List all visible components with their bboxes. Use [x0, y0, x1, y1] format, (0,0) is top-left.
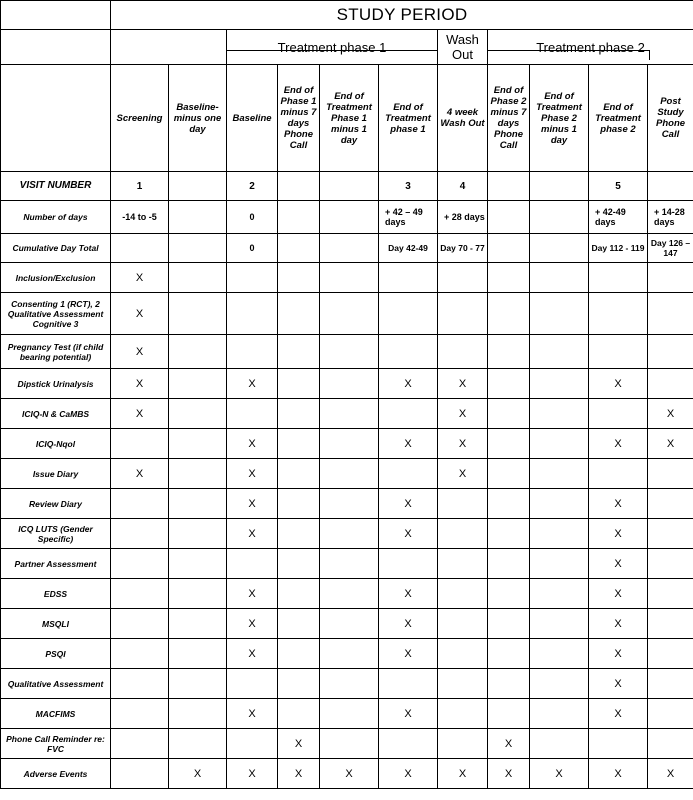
- schedule-cell: [488, 609, 530, 639]
- schedule-cell: [530, 639, 589, 669]
- schedule-cell: [169, 609, 227, 639]
- schedule-cell: [227, 399, 278, 429]
- schedule-cell: [320, 399, 379, 429]
- schedule-row: [1, 579, 693, 609]
- schedule-cell: [438, 335, 488, 369]
- schedule-cell: [530, 729, 589, 759]
- schedule-cell: [320, 729, 379, 759]
- schedule-cell: [589, 263, 648, 293]
- schedule-cell: [488, 172, 530, 201]
- check-mark-cell: X: [379, 699, 438, 729]
- schedule-cell: 0: [227, 234, 278, 263]
- schedule-cell: [589, 729, 648, 759]
- schedule-cell: [648, 699, 693, 729]
- check-mark-cell: X: [438, 759, 488, 789]
- check-mark-cell: X: [379, 609, 438, 639]
- check-mark-cell: X: [227, 429, 278, 459]
- schedule-cell: [379, 549, 438, 579]
- schedule-cell: [488, 399, 530, 429]
- schedule-cell: [530, 429, 589, 459]
- schedule-cell: [379, 669, 438, 699]
- schedule-cell: [169, 519, 227, 549]
- schedule-cell: [320, 335, 379, 369]
- schedule-cell: [169, 639, 227, 669]
- wash-out-label: Wash Out: [438, 30, 488, 65]
- row-label: MACFIMS: [1, 699, 111, 729]
- check-mark-cell: X: [379, 759, 438, 789]
- schedule-row: [1, 489, 693, 519]
- check-mark-cell: X: [589, 579, 648, 609]
- column-header: End of Treatment Phase 2 minus 1 day: [530, 65, 589, 172]
- schedule-cell: + 14-28 days: [648, 201, 693, 234]
- schedule-cell: [227, 335, 278, 369]
- check-mark-cell: X: [589, 699, 648, 729]
- schedule-cell: [111, 549, 169, 579]
- schedule-cell: [320, 369, 379, 399]
- schedule-cell: [278, 549, 320, 579]
- schedule-cell: [169, 201, 227, 234]
- schedule-cell: [530, 549, 589, 579]
- schedule-cell: [530, 399, 589, 429]
- schedule-row: [1, 669, 693, 699]
- row-label: Partner Assessment: [1, 549, 111, 579]
- schedule-cell: [530, 201, 589, 234]
- schedule-cell: [379, 293, 438, 335]
- schedule-cell: [227, 549, 278, 579]
- check-mark-cell: X: [589, 669, 648, 699]
- schedule-cell: [488, 201, 530, 234]
- schedule-cell: [438, 263, 488, 293]
- schedule-cell: [648, 172, 693, 201]
- study-period-row: [1, 1, 693, 30]
- schedule-cell: [530, 489, 589, 519]
- schedule-row: [1, 459, 693, 489]
- schedule-cell: [530, 699, 589, 729]
- schedule-cell: [530, 234, 589, 263]
- schedule-cell: [438, 699, 488, 729]
- schedule-cell: [169, 263, 227, 293]
- schedule-cell: [530, 609, 589, 639]
- column-header: End of Treatment phase 1: [379, 65, 438, 172]
- schedule-cell: [589, 335, 648, 369]
- schedule-cell: [278, 519, 320, 549]
- schedule-cell: [320, 549, 379, 579]
- row-label: MSQLI: [1, 609, 111, 639]
- schedule-cell: [438, 489, 488, 519]
- schedule-cell: [648, 459, 693, 489]
- column-header: Post Study Phone Call: [648, 65, 693, 172]
- schedule-cell: [438, 293, 488, 335]
- check-mark-cell: X: [320, 759, 379, 789]
- schedule-cell: [169, 579, 227, 609]
- schedule-cell: [169, 549, 227, 579]
- schedule-cell: [320, 172, 379, 201]
- schedule-cell: [111, 729, 169, 759]
- column-header: Screening: [111, 65, 169, 172]
- schedule-cell: [488, 519, 530, 549]
- check-mark-cell: X: [438, 369, 488, 399]
- check-mark-cell: X: [589, 369, 648, 399]
- check-mark-cell: X: [111, 263, 169, 293]
- schedule-cell: [648, 293, 693, 335]
- schedule-row: [1, 429, 693, 459]
- check-mark-cell: X: [589, 549, 648, 579]
- schedule-cell: [438, 669, 488, 699]
- schedule-cell: 2: [227, 172, 278, 201]
- schedule-cell: [111, 429, 169, 459]
- schedule-cell: [648, 335, 693, 369]
- schedule-cell: + 42-49 days: [589, 201, 648, 234]
- schedule-cell: [278, 459, 320, 489]
- treatment-phase-1-bracket: [226, 50, 438, 60]
- check-mark-cell: X: [379, 519, 438, 549]
- schedule-cell: [278, 335, 320, 369]
- schedule-cell: [111, 609, 169, 639]
- schedule-cell: [438, 729, 488, 759]
- schedule-cell: [589, 293, 648, 335]
- row-label: Review Diary: [1, 489, 111, 519]
- schedule-cell: [438, 609, 488, 639]
- schedule-cell: [530, 369, 589, 399]
- check-mark-cell: X: [227, 639, 278, 669]
- schedule-row: [1, 759, 693, 789]
- row-label: ICQ LUTS (Gender Specific): [1, 519, 111, 549]
- row-label: Phone Call Reminder re: FVC: [1, 729, 111, 759]
- schedule-row: [1, 729, 693, 759]
- check-mark-cell: X: [227, 489, 278, 519]
- schedule-cell: [111, 639, 169, 669]
- schedule-cell: [169, 699, 227, 729]
- column-header: Baseline: [227, 65, 278, 172]
- check-mark-cell: X: [488, 759, 530, 789]
- schedule-cell: 4: [438, 172, 488, 201]
- treatment-phase-2-bracket: [487, 50, 650, 60]
- check-mark-cell: X: [589, 759, 648, 789]
- schedule-cell: [278, 699, 320, 729]
- schedule-cell: [320, 519, 379, 549]
- treatment-phase-2-label: Treatment phase 2: [488, 30, 693, 65]
- schedule-cell: [648, 609, 693, 639]
- check-mark-cell: X: [227, 579, 278, 609]
- phase-blank-cell: [111, 30, 227, 65]
- header-corner-cell: [1, 65, 111, 172]
- schedule-cell: [227, 263, 278, 293]
- phase-corner-cell: [1, 30, 111, 65]
- schedule-cell: [169, 459, 227, 489]
- schedule-cell: [278, 489, 320, 519]
- schedule-cell: [488, 429, 530, 459]
- check-mark-cell: X: [530, 759, 589, 789]
- schedule-row: [1, 369, 693, 399]
- schedule-cell: [488, 459, 530, 489]
- schedule-cell: [320, 579, 379, 609]
- schedule-cell: 5: [589, 172, 648, 201]
- check-mark-cell: X: [379, 429, 438, 459]
- check-mark-cell: X: [227, 519, 278, 549]
- schedule-cell: [488, 293, 530, 335]
- schedule-row: [1, 201, 693, 234]
- check-mark-cell: X: [111, 369, 169, 399]
- schedule-cell: [320, 609, 379, 639]
- row-label: Qualitative Assessment: [1, 669, 111, 699]
- schedule-cell: [278, 201, 320, 234]
- schedule-cell: + 28 days: [438, 201, 488, 234]
- schedule-cell: [278, 639, 320, 669]
- schedule-cell: [320, 699, 379, 729]
- schedule-cell: [320, 489, 379, 519]
- row-label: EDSS: [1, 579, 111, 609]
- schedule-cell: [320, 263, 379, 293]
- schedule-cell: [488, 263, 530, 293]
- schedule-cell: [438, 549, 488, 579]
- schedule-cell: [169, 369, 227, 399]
- schedule-cell: [111, 579, 169, 609]
- column-header-row: [1, 65, 693, 172]
- schedule-cell: [488, 579, 530, 609]
- schedule-cell: 1: [111, 172, 169, 201]
- check-mark-cell: X: [379, 489, 438, 519]
- schedule-cell: [379, 729, 438, 759]
- schedule-cell: [648, 639, 693, 669]
- check-mark-cell: X: [278, 729, 320, 759]
- schedule-cell: [169, 669, 227, 699]
- schedule-cell: Day 112 - 119: [589, 234, 648, 263]
- schedule-cell: [320, 293, 379, 335]
- schedule-cell: + 42 – 49 days: [379, 201, 438, 234]
- schedule-cell: [227, 729, 278, 759]
- check-mark-cell: X: [227, 369, 278, 399]
- column-header: End of Phase 2 minus 7 days Phone Call: [488, 65, 530, 172]
- schedule-body: [1, 172, 693, 789]
- schedule-cell: [169, 729, 227, 759]
- schedule-cell: [648, 369, 693, 399]
- schedule-cell: [379, 335, 438, 369]
- schedule-row: [1, 399, 693, 429]
- schedule-cell: Day 126 – 147: [648, 234, 693, 263]
- schedule-row: [1, 293, 693, 335]
- row-label: Inclusion/Exclusion: [1, 263, 111, 293]
- schedule-row: [1, 609, 693, 639]
- schedule-cell: [278, 669, 320, 699]
- schedule-cell: [320, 234, 379, 263]
- schedule-cell: [111, 519, 169, 549]
- column-header: 4 week Wash Out: [438, 65, 488, 172]
- check-mark-cell: X: [227, 609, 278, 639]
- schedule-cell: [648, 519, 693, 549]
- schedule-cell: [530, 459, 589, 489]
- row-label: VISIT NUMBER: [1, 172, 111, 201]
- schedule-cell: [648, 263, 693, 293]
- row-label: Cumulative Day Total: [1, 234, 111, 263]
- schedule-row: [1, 234, 693, 263]
- check-mark-cell: X: [589, 639, 648, 669]
- schedule-cell: [227, 669, 278, 699]
- schedule-cell: [530, 669, 589, 699]
- schedule-cell: [488, 549, 530, 579]
- check-mark-cell: X: [648, 399, 693, 429]
- schedule-cell: [530, 579, 589, 609]
- treatment-phase-1-label: Treatment phase 1: [227, 30, 438, 65]
- schedule-row: [1, 519, 693, 549]
- row-label: Adverse Events: [1, 759, 111, 789]
- schedule-cell: [320, 201, 379, 234]
- check-mark-cell: X: [379, 579, 438, 609]
- schedule-cell: [320, 429, 379, 459]
- schedule-cell: Day 70 - 77: [438, 234, 488, 263]
- schedule-row: [1, 699, 693, 729]
- row-label: ICIQ-N & CaMBS: [1, 399, 111, 429]
- schedule-cell: [320, 639, 379, 669]
- schedule-cell: 3: [379, 172, 438, 201]
- check-mark-cell: X: [648, 759, 693, 789]
- check-mark-cell: X: [438, 399, 488, 429]
- study-period-title: STUDY PERIOD: [111, 1, 693, 30]
- schedule-cell: [169, 335, 227, 369]
- check-mark-cell: X: [111, 335, 169, 369]
- schedule-cell: [488, 639, 530, 669]
- schedule-cell: [278, 399, 320, 429]
- schedule-cell: [111, 699, 169, 729]
- schedule-cell: [278, 234, 320, 263]
- schedule-cell: [379, 263, 438, 293]
- schedule-cell: [169, 399, 227, 429]
- check-mark-cell: X: [438, 459, 488, 489]
- row-label: PSQI: [1, 639, 111, 669]
- check-mark-cell: X: [589, 489, 648, 519]
- schedule-cell: [438, 519, 488, 549]
- corner-cell: [1, 1, 111, 30]
- schedule-cell: [530, 263, 589, 293]
- row-label: Number of days: [1, 201, 111, 234]
- schedule-cell: [278, 609, 320, 639]
- schedule-cell: [169, 293, 227, 335]
- schedule-cell: [488, 369, 530, 399]
- row-label: Issue Diary: [1, 459, 111, 489]
- column-header: End of Phase 1 minus 7 days Phone Call: [278, 65, 320, 172]
- schedule-row: [1, 335, 693, 369]
- check-mark-cell: X: [227, 459, 278, 489]
- column-header: Baseline-minus one day: [169, 65, 227, 172]
- schedule-cell: [589, 399, 648, 429]
- schedule-row: [1, 172, 693, 201]
- check-mark-cell: X: [227, 759, 278, 789]
- schedule-row: [1, 549, 693, 579]
- check-mark-cell: X: [379, 369, 438, 399]
- check-mark-cell: X: [111, 293, 169, 335]
- schedule-cell: [589, 459, 648, 489]
- schedule-cell: [169, 429, 227, 459]
- schedule-cell: [278, 172, 320, 201]
- schedule-cell: [530, 172, 589, 201]
- check-mark-cell: X: [379, 639, 438, 669]
- schedule-cell: 0: [227, 201, 278, 234]
- schedule-cell: [169, 234, 227, 263]
- schedule-cell: [278, 429, 320, 459]
- check-mark-cell: X: [589, 429, 648, 459]
- schedule-cell: [320, 669, 379, 699]
- schedule-cell: [169, 172, 227, 201]
- check-mark-cell: X: [111, 459, 169, 489]
- check-mark-cell: X: [438, 429, 488, 459]
- check-mark-cell: X: [169, 759, 227, 789]
- schedule-cell: [438, 639, 488, 669]
- column-header: End of Treatment phase 2: [589, 65, 648, 172]
- row-label: ICIQ-Nqol: [1, 429, 111, 459]
- row-label: Dipstick Urinalysis: [1, 369, 111, 399]
- column-header: End of Treatment Phase 1 minus 1 day: [320, 65, 379, 172]
- row-label: Consenting 1 (RCT), 2 Qualitative Assessment Cognitive 3: [1, 293, 111, 335]
- schedule-cell: [227, 293, 278, 335]
- schedule-cell: [278, 263, 320, 293]
- schedule-cell: [111, 234, 169, 263]
- check-mark-cell: X: [227, 699, 278, 729]
- schedule-cell: [648, 729, 693, 759]
- schedule-cell: [648, 489, 693, 519]
- check-mark-cell: X: [278, 759, 320, 789]
- schedule-cell: [530, 335, 589, 369]
- schedule-cell: [648, 669, 693, 699]
- schedule-cell: -14 to -5: [111, 201, 169, 234]
- schedule-cell: [111, 669, 169, 699]
- schedule-cell: [278, 579, 320, 609]
- schedule-cell: [488, 234, 530, 263]
- schedule-cell: [488, 669, 530, 699]
- schedule-cell: Day 42-49: [379, 234, 438, 263]
- schedule-cell: [438, 579, 488, 609]
- check-mark-cell: X: [589, 609, 648, 639]
- schedule-cell: [488, 489, 530, 519]
- schedule-row: [1, 263, 693, 293]
- schedule-cell: [379, 399, 438, 429]
- schedule-cell: [488, 335, 530, 369]
- check-mark-cell: X: [589, 519, 648, 549]
- schedule-cell: [648, 579, 693, 609]
- row-label: Pregnancy Test (if child bearing potential): [1, 335, 111, 369]
- schedule-cell: [379, 459, 438, 489]
- schedule-cell: [111, 759, 169, 789]
- schedule-cell: [488, 699, 530, 729]
- check-mark-cell: X: [488, 729, 530, 759]
- schedule-cell: [111, 489, 169, 519]
- schedule-cell: [278, 293, 320, 335]
- schedule-row: [1, 639, 693, 669]
- schedule-cell: [278, 369, 320, 399]
- schedule-cell: [648, 549, 693, 579]
- check-mark-cell: X: [648, 429, 693, 459]
- schedule-cell: [320, 459, 379, 489]
- schedule-cell: [169, 489, 227, 519]
- schedule-cell: [530, 519, 589, 549]
- check-mark-cell: X: [111, 399, 169, 429]
- schedule-cell: [530, 293, 589, 335]
